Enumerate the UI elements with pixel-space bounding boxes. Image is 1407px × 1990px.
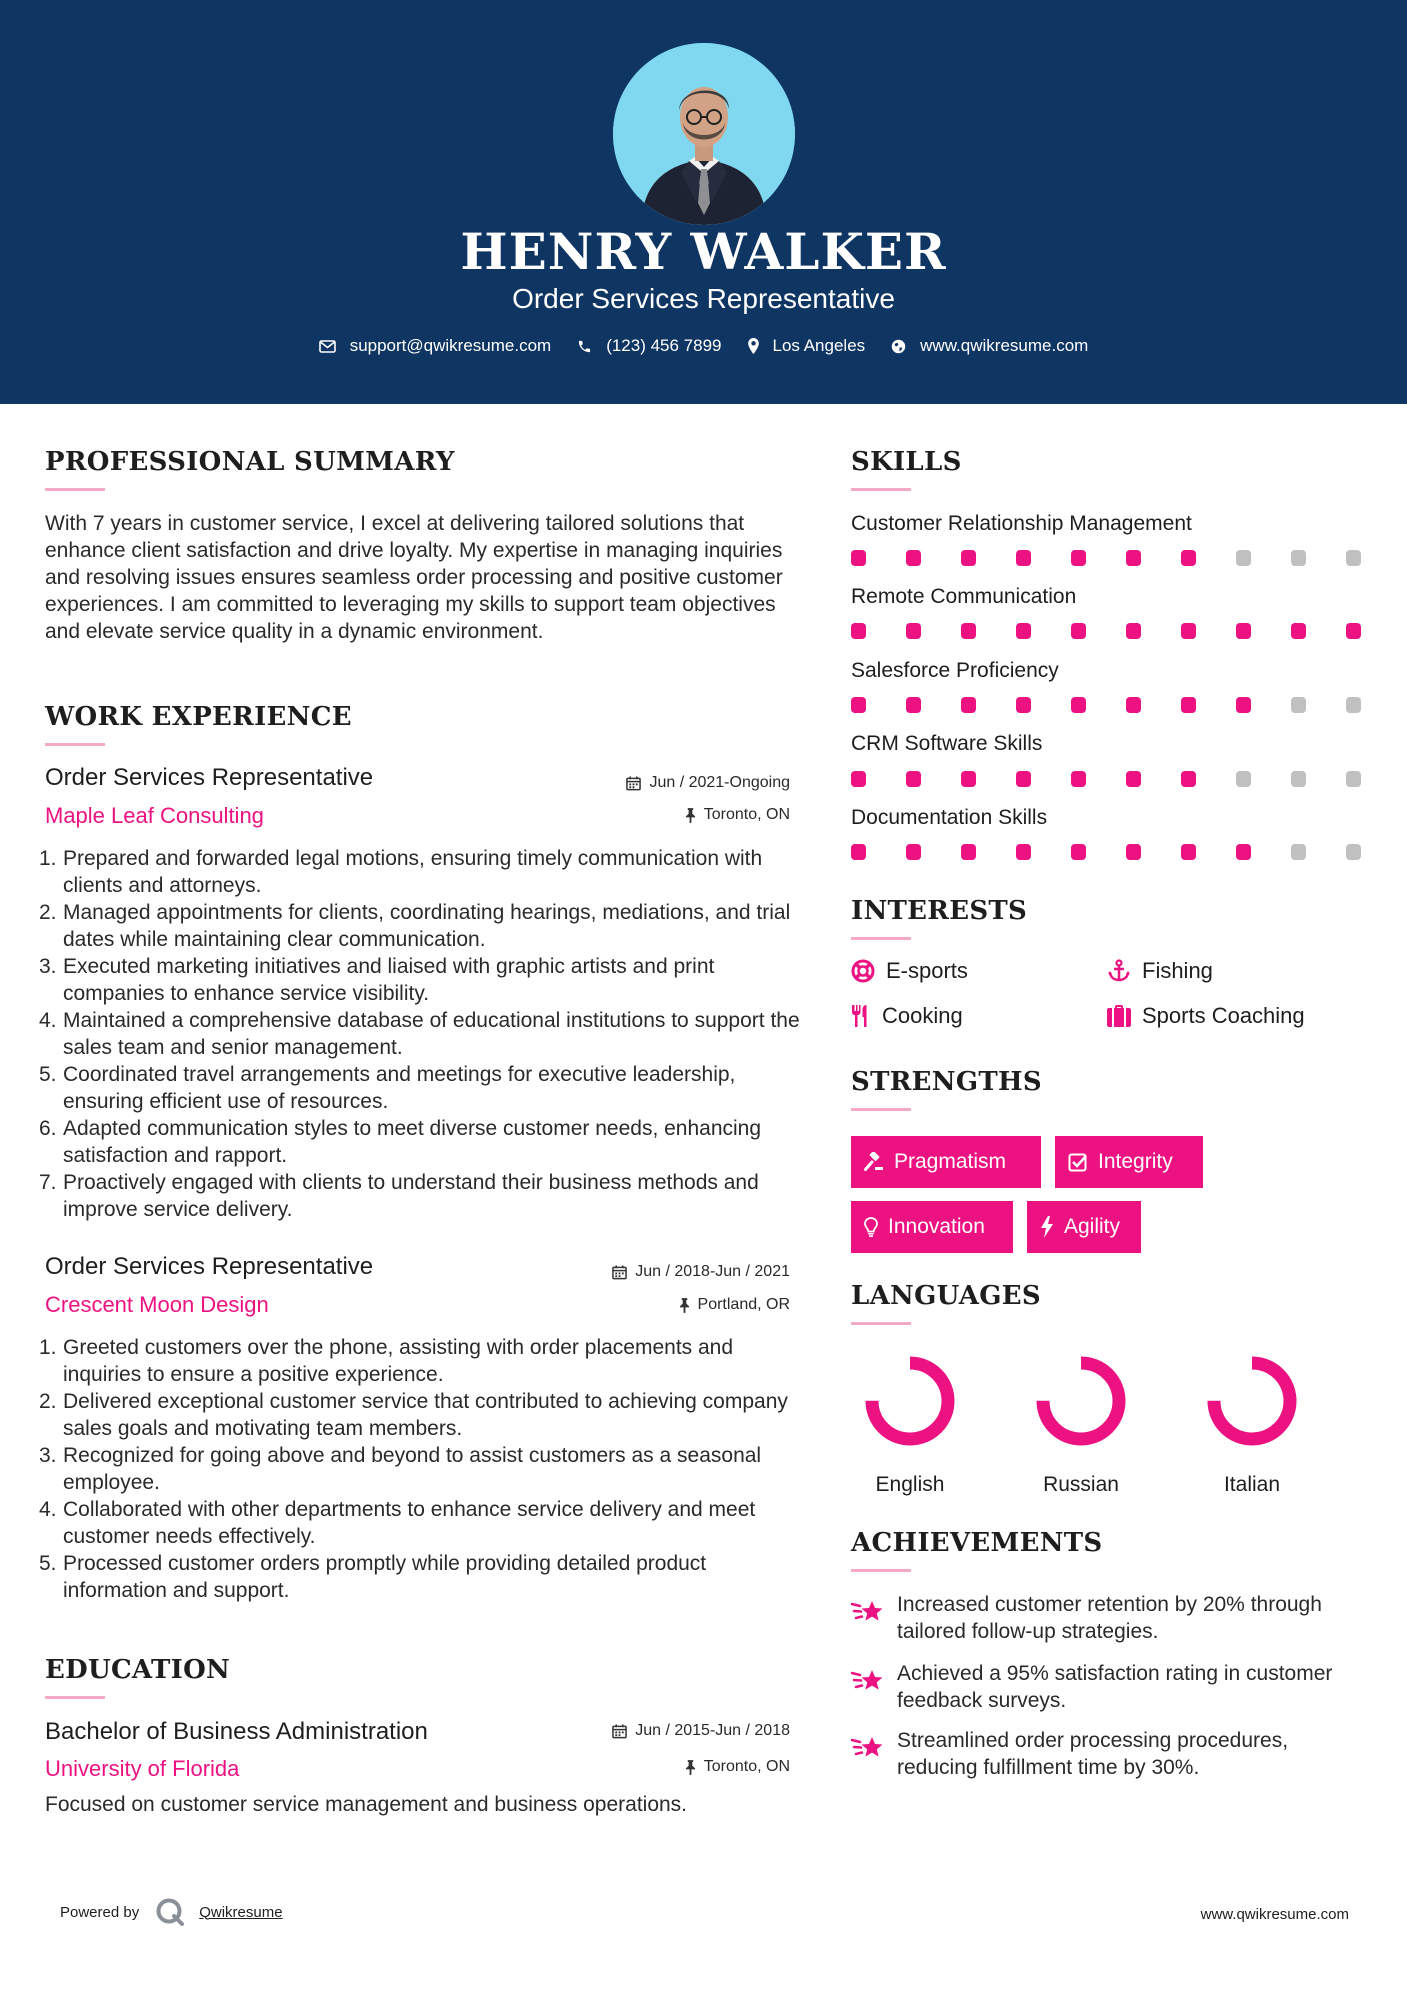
anchor-icon: [1107, 959, 1131, 983]
interests-heading: INTERESTS: [851, 896, 1028, 926]
pushpin-icon: [679, 1298, 690, 1313]
strength-badge: Agility: [1027, 1201, 1141, 1253]
skill-dot: [1291, 623, 1306, 639]
skill-rating: [851, 844, 1361, 860]
skill-rating: [851, 697, 1361, 713]
skill-dot: [1181, 771, 1196, 787]
skill-label: Remote Communication: [851, 585, 1077, 608]
phone-icon: [577, 339, 592, 354]
summary-underline: [45, 488, 105, 491]
skill-dot: [1181, 550, 1196, 566]
list-item: 3. Recognized for going above and beyond to assist customers as a seasonal employee.: [39, 1444, 762, 1494]
language-item: [1192, 1351, 1312, 1497]
skill-dot: [1126, 697, 1141, 713]
list-item: 7. Proactively engaged with clients to understand their business methods and improve service delivery.: [39, 1171, 759, 1221]
footer-url[interactable]: www.qwikresume.com: [1200, 1906, 1349, 1923]
skill-rating: [851, 550, 1361, 566]
language-level-ring: [1202, 1351, 1302, 1451]
skill-dot: [906, 844, 921, 860]
profile-photo: [613, 43, 795, 225]
achievement-item: Increased customer retention by 20% through tailored follow-up strategies.: [851, 1591, 1371, 1645]
list-item: 4. Maintained a comprehensive database of educational institutions to support the sales team and senior management.: [39, 1009, 800, 1059]
skill-dot: [1126, 771, 1141, 787]
globe-icon: [891, 339, 906, 354]
candidate-name: HENRY WALKER: [460, 222, 947, 281]
skill-dot: [1291, 550, 1306, 566]
experience-heading: WORK EXPERIENCE: [45, 702, 352, 732]
contact-email-text: support@qwikresume.com: [349, 336, 552, 355]
map-pin-icon: [748, 338, 759, 354]
skill-dot: [1181, 697, 1196, 713]
skill-dot: [906, 697, 921, 713]
contact-info: [0, 336, 1407, 356]
person-portrait-icon: [613, 43, 795, 225]
skill-dot: [1291, 771, 1306, 787]
skill-dot: [1071, 550, 1086, 566]
skill-dot: [1236, 550, 1251, 566]
skill-dot: [906, 550, 921, 566]
utensils-icon: [851, 1004, 871, 1028]
education-dates: [612, 1722, 790, 1740]
calendar-icon: [612, 1723, 627, 1739]
strengths-underline: [851, 1108, 911, 1111]
skill-dot: [851, 550, 866, 566]
education-school: University of Florida: [45, 1756, 240, 1781]
calendar-icon: [626, 775, 641, 791]
skill-dot: [961, 550, 976, 566]
skill-dot: [851, 697, 866, 713]
skills-underline: [851, 488, 911, 491]
skill-dot: [1236, 771, 1251, 787]
skill-dot: [1016, 550, 1031, 566]
list-item: 2. Managed appointments for clients, coordinating hearings, mediations, and trial dates while maintaining clear communication.: [39, 901, 791, 951]
language-item: [850, 1351, 970, 1497]
language-name: Italian: [1223, 1473, 1281, 1496]
qwikresume-link[interactable]: Qwikresume: [199, 1903, 283, 1921]
list-item: 2. Delivered exceptional customer service that contributed to achieving company sales goals and motivating team members.: [39, 1390, 788, 1440]
skill-label: Customer Relationship Management: [851, 512, 1192, 535]
skill-dot: [1346, 623, 1361, 639]
briefcase-icon: [1107, 1005, 1131, 1027]
skill-dot: [851, 623, 866, 639]
strength-badge: Innovation: [851, 1201, 1013, 1253]
shooting-star-icon: [851, 1597, 885, 1627]
skill-dot: [1126, 623, 1141, 639]
skill-rating: [851, 771, 1361, 787]
skill-label: Documentation Skills: [851, 806, 1048, 829]
contact-email[interactable]: [319, 336, 552, 356]
lifebuoy-icon: [851, 959, 875, 983]
skill-label: Salesforce Proficiency: [851, 659, 1059, 682]
job-1-location-text: Toronto, ON: [703, 806, 790, 823]
contact-location: [748, 336, 866, 356]
job-1-role: Order Services Representative: [45, 764, 374, 791]
interest-item: Sports Coaching: [1107, 1003, 1305, 1029]
lightbulb-icon: [864, 1217, 878, 1237]
skill-dot: [1236, 623, 1251, 639]
job-2-location-text: Portland, OR: [697, 1296, 790, 1313]
education-degree: Bachelor of Business Administration: [45, 1718, 428, 1745]
achievement-item: Achieved a 95% satisfaction rating in customer feedback surveys.: [851, 1660, 1371, 1714]
skill-rating: [851, 623, 1361, 639]
list-item: 6. Adapted communication styles to meet diverse customer needs, enhancing satisfaction and rapport.: [39, 1117, 762, 1167]
interest-item: Fishing: [1107, 958, 1213, 984]
education-location-text: Toronto, ON: [703, 1758, 790, 1775]
candidate-title: Order Services Representative: [512, 283, 895, 314]
skill-dot: [1126, 844, 1141, 860]
skill-dot: [1016, 697, 1031, 713]
list-item: 3. Executed marketing initiatives and liaised with graphic artists and print companies to enhance service visibility.: [39, 955, 715, 1005]
bolt-icon: [1040, 1216, 1054, 1238]
skill-dot: [961, 697, 976, 713]
languages-heading: LANGUAGES: [851, 1281, 1041, 1311]
skill-dot: [1016, 623, 1031, 639]
skill-dot: [1346, 550, 1361, 566]
skill-dot: [961, 844, 976, 860]
language-name: English: [875, 1473, 945, 1496]
skill-dot: [851, 844, 866, 860]
job-2-company: Crescent Moon Design: [45, 1292, 269, 1317]
strength-badge: Integrity: [1055, 1136, 1203, 1188]
skill-label: CRM Software Skills: [851, 732, 1043, 755]
education-location: [685, 1758, 790, 1776]
job-2-duties: [39, 1334, 805, 1604]
contact-phone[interactable]: [577, 336, 721, 356]
qwikresume-logo-icon: [155, 1897, 185, 1927]
powered-by-label: Powered by: [60, 1903, 140, 1921]
interest-item: Cooking: [851, 1003, 963, 1029]
skill-dot: [961, 771, 976, 787]
job-1-location: [685, 806, 790, 824]
interest-item: E-sports: [851, 958, 968, 984]
pushpin-icon: [685, 1760, 696, 1775]
skill-dot: [1181, 623, 1196, 639]
contact-phone-text: (123) 456 7899: [606, 336, 722, 355]
skill-dot: [961, 623, 976, 639]
skill-dot: [1236, 844, 1251, 860]
list-item: 1. Prepared and forwarded legal motions, ensuring timely communication with clients and attorneys.: [39, 847, 763, 897]
skill-dot: [1346, 844, 1361, 860]
language-level-ring: [860, 1351, 960, 1451]
job-2-dates-text: Jun / 2018-Jun / 2021: [635, 1263, 790, 1280]
skills-heading: SKILLS: [851, 447, 962, 477]
contact-website[interactable]: [891, 336, 1088, 356]
education-underline: [45, 1696, 105, 1699]
skill-dot: [1016, 771, 1031, 787]
check-square-icon: [1068, 1152, 1088, 1172]
skill-dot: [1346, 771, 1361, 787]
contact-website-text: www.qwikresume.com: [920, 336, 1089, 355]
list-item: 4. Collaborated with other departments to enhance service delivery and meet customer needs effectively.: [39, 1498, 756, 1548]
language-name: Russian: [1043, 1473, 1119, 1496]
education-heading: EDUCATION: [45, 1655, 231, 1685]
strengths-heading: STRENGTHS: [851, 1067, 1042, 1097]
resume-header: [0, 0, 1407, 404]
skill-dot: [1291, 697, 1306, 713]
skill-dot: [1071, 844, 1086, 860]
skill-dot: [1071, 771, 1086, 787]
skill-dot: [1016, 844, 1031, 860]
strength-badge: Pragmatism: [851, 1136, 1041, 1188]
contact-location-text: Los Angeles: [772, 336, 866, 355]
language-item: [1021, 1351, 1141, 1497]
calendar-icon: [612, 1264, 627, 1280]
summary-heading: PROFESSIONAL SUMMARY: [45, 447, 455, 477]
shooting-star-icon: [851, 1666, 885, 1696]
skill-dot: [1346, 697, 1361, 713]
job-1-company: Maple Leaf Consulting: [45, 803, 264, 828]
gavel-icon: [864, 1152, 884, 1172]
job-1-dates: [626, 774, 790, 792]
interests-underline: [851, 937, 911, 940]
achievement-item: Streamlined order processing procedures, reducing fulfillment time by 30%.: [851, 1727, 1371, 1781]
pushpin-icon: [685, 808, 696, 823]
achievements-heading: ACHIEVEMENTS: [851, 1528, 1103, 1558]
education-description: Focused on customer service management and business operations.: [45, 1793, 688, 1816]
job-2-role: Order Services Representative: [45, 1253, 374, 1280]
job-1-dates-text: Jun / 2021-Ongoing: [649, 774, 790, 791]
powered-by: [60, 1897, 283, 1927]
envelope-icon: [319, 340, 336, 353]
skill-dot: [1126, 550, 1141, 566]
shooting-star-icon: [851, 1733, 885, 1763]
skill-dot: [1236, 697, 1251, 713]
job-2-location: [679, 1296, 790, 1314]
skill-dot: [1071, 623, 1086, 639]
list-item: 1. Greeted customers over the phone, assisting with order placements and inquiries to ensure a positive experience.: [39, 1336, 734, 1386]
experience-underline: [45, 743, 105, 746]
job-2-dates: [612, 1263, 790, 1281]
education-dates-text: Jun / 2015-Jun / 2018: [635, 1722, 790, 1739]
list-item: 5. Coordinated travel arrangements and meetings for executive leadership, ensuring efficient use of resources.: [39, 1063, 736, 1113]
languages-underline: [851, 1322, 911, 1325]
list-item: 5. Processed customer orders promptly while providing detailed product information and support.: [39, 1552, 707, 1602]
skill-dot: [1291, 844, 1306, 860]
achievements-underline: [851, 1569, 911, 1572]
skill-dot: [906, 771, 921, 787]
skill-dot: [851, 771, 866, 787]
skill-dot: [1071, 697, 1086, 713]
summary-text: With 7 years in customer service, I excel at delivering tailored solutions that enhance client satisfaction and drive loyalty. My expertise in managing inquiries and resolving issues ensures seamless order processing and positive customer experiences. I am committed to leveraging my skills to support team objectives and elevate service quality in a dynamic environment.: [45, 512, 783, 643]
language-level-ring: [1031, 1351, 1131, 1451]
job-1-duties: [39, 845, 805, 1223]
skill-dot: [906, 623, 921, 639]
skill-dot: [1181, 844, 1196, 860]
